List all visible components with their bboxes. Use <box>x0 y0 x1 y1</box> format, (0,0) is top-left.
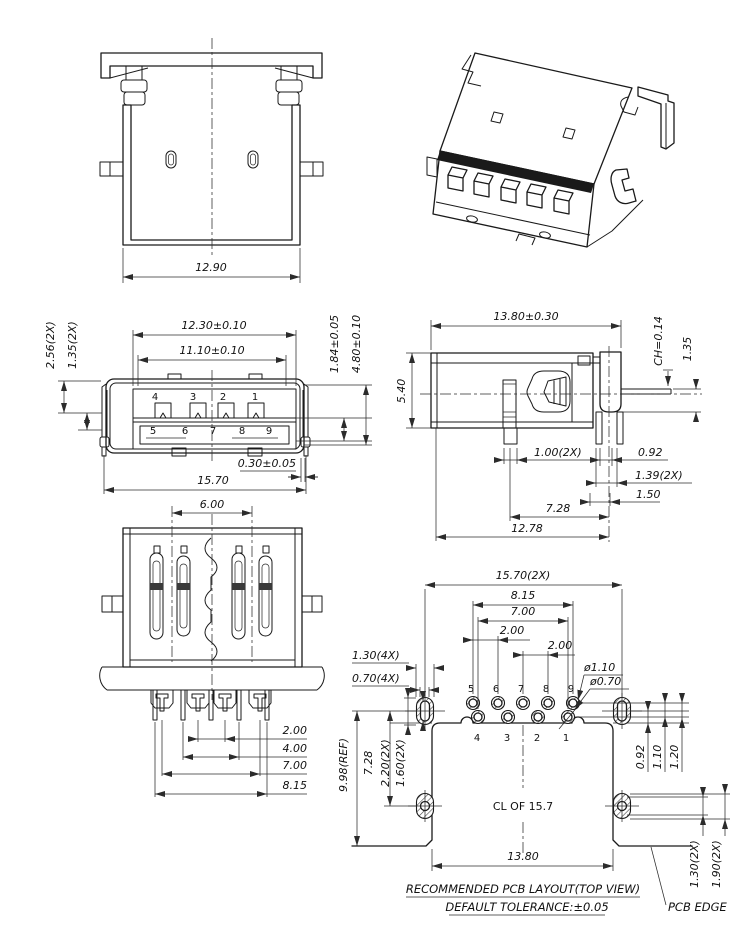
dim-12-78: 12.78 <box>511 522 543 535</box>
dim-8-15: 8.15 <box>282 779 307 792</box>
pin-label: 7 <box>209 426 217 437</box>
dim-0-92-pcb: 0.92 <box>634 744 647 770</box>
pin-label: 6 <box>181 426 189 437</box>
dim-0-92-side: 0.92 <box>638 446 663 459</box>
pin-label: 4 <box>151 392 159 403</box>
side-tab-right <box>300 162 323 176</box>
dim-11-10: 11.10±0.10 <box>179 344 245 357</box>
dim-1-39: 1.39(2X) <box>635 469 683 482</box>
pad-label: 6 <box>492 684 500 695</box>
dim-1-50: 1.50 <box>636 488 661 501</box>
dim-ch-0-14: CH=0.14 <box>652 316 665 366</box>
flange-leg <box>617 412 623 444</box>
rear-tab-left <box>102 596 123 612</box>
cl-note: CL OF 15.7 <box>492 800 554 813</box>
shell-inner <box>110 383 300 449</box>
contact-capsules <box>150 546 272 639</box>
dim-1-90-2x: 1.90(2X) <box>710 840 723 888</box>
view-pcb-layout <box>337 569 730 915</box>
rear-tab-right <box>302 596 322 612</box>
view-front <box>44 315 372 494</box>
dim-13-80-tol: 13.80±0.30 <box>493 310 559 323</box>
dim-1-35-side: 1.35 <box>681 336 694 362</box>
dim-dia-0-70: ø0.70 <box>590 675 622 688</box>
view-side <box>395 310 702 542</box>
dim-12-90: 12.90 <box>195 261 227 274</box>
dim-7-28-side: 7.28 <box>545 502 571 515</box>
through-leg <box>504 428 517 444</box>
pad-row-top <box>467 697 580 710</box>
dim-12-30: 12.30±0.10 <box>181 319 247 332</box>
pin-label: 8 <box>238 426 246 437</box>
iso-side-clip <box>611 169 636 204</box>
dim-15-70: 15.70 <box>197 474 229 487</box>
dim-1-35-2x: 1.35(2X) <box>66 321 79 369</box>
dim-0-30: 0.30±0.05 <box>237 457 296 470</box>
dim-4-00: 4.00 <box>282 742 307 755</box>
dim-8-15-pcb: 8.15 <box>510 589 536 602</box>
solder-lead <box>621 389 671 394</box>
pad-label: 4 <box>473 733 481 744</box>
dim-1-84: 1.84±0.05 <box>328 314 341 374</box>
dim-1-00: 1.00(2X) <box>534 446 582 459</box>
pad-label: 5 <box>467 684 475 695</box>
dim-2-00-b: 2.00 <box>547 639 573 652</box>
pin-label: 5 <box>149 426 157 437</box>
dim-7-00-pcb: 7.00 <box>510 605 536 618</box>
view-top <box>100 38 323 283</box>
side-flange <box>600 352 621 412</box>
dim-1-10-pcb: 1.10 <box>651 744 664 770</box>
dim-9-98-ref: 9.98(REF) <box>337 738 350 792</box>
contacts <box>155 403 264 418</box>
rear-legs <box>151 690 271 711</box>
dim-5-40: 5.40 <box>395 378 408 404</box>
pin-label: 9 <box>265 426 273 437</box>
dim-2-00-a: 2.00 <box>499 624 525 637</box>
contact-strip <box>503 380 516 428</box>
dim-1-30-2x: 1.30(2X) <box>688 840 701 888</box>
shell-outer <box>106 379 304 453</box>
pcb-layout-title: RECOMMENDED PCB LAYOUT(TOP VIEW) <box>405 882 641 896</box>
iso-flange <box>638 87 674 149</box>
dim-0-70-4x: 0.70(4X) <box>352 672 400 685</box>
pad-label: 2 <box>533 733 541 744</box>
pad-label: 8 <box>542 684 550 695</box>
iso-left-tab <box>427 157 437 177</box>
pin-label: 3 <box>189 392 197 403</box>
pin-label: 2 <box>219 392 227 403</box>
rear-pins <box>153 690 269 720</box>
dim-13-80-pcb: 13.80 <box>507 850 539 863</box>
view-isometric <box>427 53 674 247</box>
mounting-hole <box>605 790 639 822</box>
dim-4-80: 4.80±0.10 <box>350 314 363 374</box>
pcb-edge-label: PCB EDGE <box>668 900 727 914</box>
dim-15-70-2x: 15.70(2X) <box>495 569 551 582</box>
pad-row-bottom <box>472 711 575 724</box>
dim-2-56: 2.56(2X) <box>44 321 57 369</box>
flange-leg <box>596 412 602 444</box>
dim-7-00: 7.00 <box>282 759 307 772</box>
dim-2-00: 2.00 <box>282 724 307 737</box>
pcb-tolerance-note: DEFAULT TOLERANCE:±0.05 <box>445 900 609 914</box>
dim-1-30-4x: 1.30(4X) <box>352 649 400 662</box>
wavy-cut <box>205 538 217 661</box>
pad-label: 1 <box>562 733 570 744</box>
dim-1-60-2x: 1.60(2X) <box>394 739 407 787</box>
dim-7-28-pcb: 7.28 <box>362 750 375 776</box>
pad-label: 3 <box>503 733 511 744</box>
dim-6-00: 6.00 <box>199 498 225 511</box>
dim-2-20-2x: 2.20(2X) <box>379 739 392 787</box>
dim-dia-1-10: ø1.10 <box>584 661 616 674</box>
view-rear <box>100 498 325 797</box>
pin-label: 1 <box>251 392 259 403</box>
pad-label: 9 <box>567 684 575 695</box>
body-outline <box>123 105 300 245</box>
dim-1-20-pcb: 1.20 <box>668 744 681 770</box>
hook-left <box>100 384 109 456</box>
side-tab-left <box>100 162 123 176</box>
pad-label: 7 <box>517 684 525 695</box>
